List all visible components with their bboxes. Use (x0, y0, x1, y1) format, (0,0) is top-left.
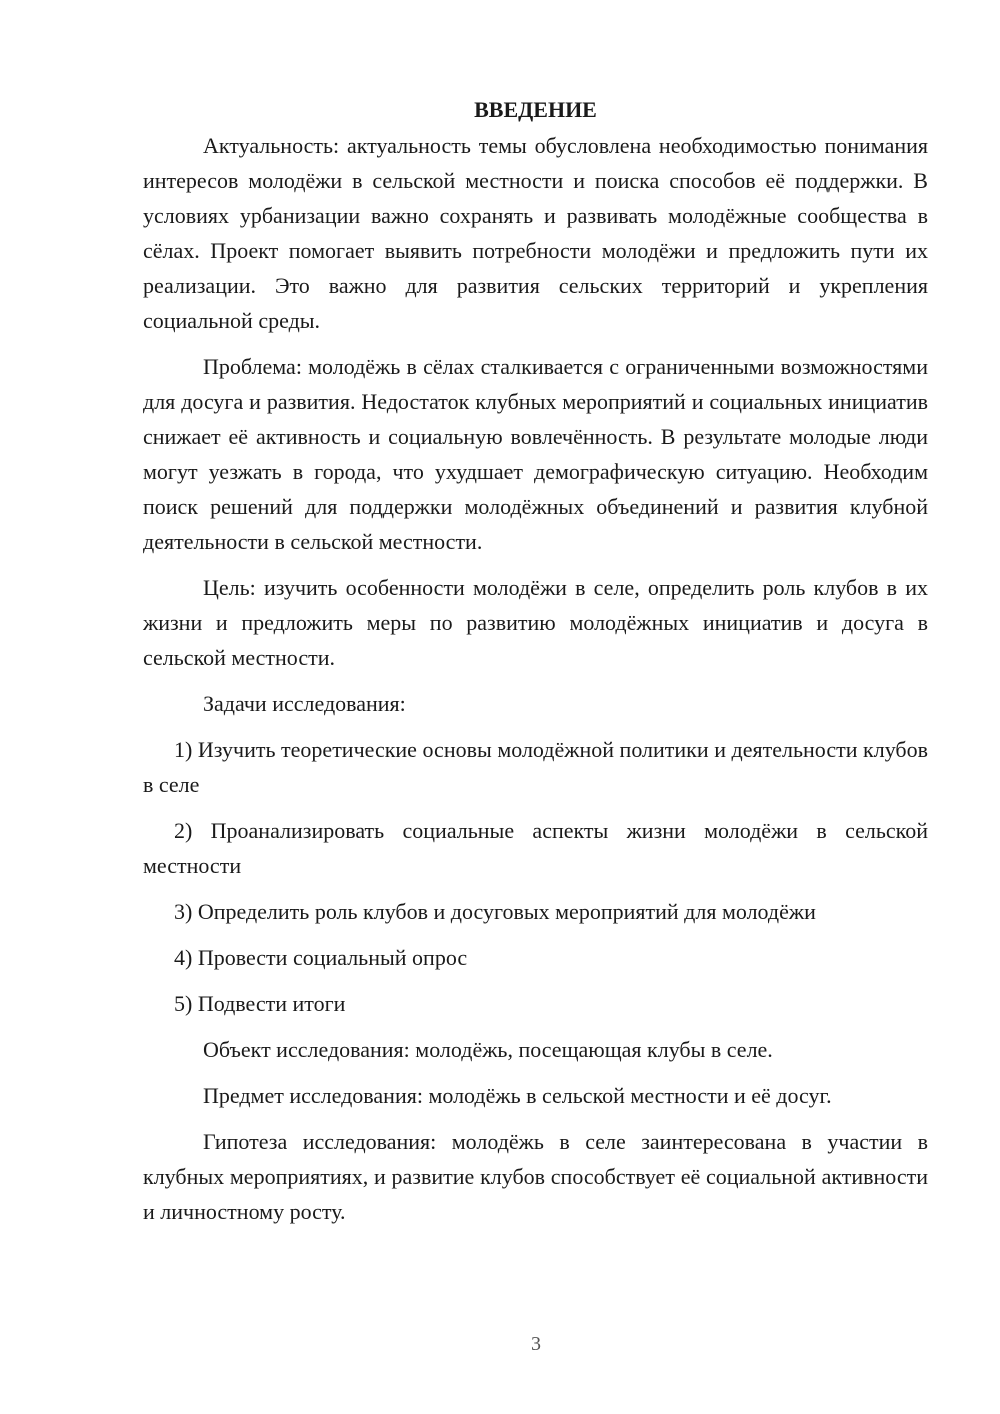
paragraph-problem: Проблема: молодёжь в сёлах сталкивается с ограниченными возможностями для досуга и развития. Недостаток клубных мероприятий и социальных инициатив снижает её активность и социальную вовлечённость. В результате молодые люди могут уезжать в города, что ухудшает демографическую ситуацию. Необходим поиск решений для поддержки молодёжных объединений и развития клубной деятельности в сельской местности. (143, 354, 928, 554)
paragraph-subject: Предмет исследования: молодёжь в сельской местности и её досуг. (203, 1083, 832, 1108)
task-item-4: 4) Провести социальный опрос (174, 945, 468, 970)
page-number: 3 (531, 1333, 541, 1355)
paragraph-goal: Цель: изучить особенности молодёжи в селе, определить роль клубов в их жизни и предложить меры по развитию молодёжных инициатив и досуга в сельской местности. (143, 575, 928, 670)
task-item-1: 1) Изучить теоретические основы молодёжной политики и деятельности клубов в селе (143, 737, 928, 797)
section-title: ВВЕДЕНИЕ (474, 97, 597, 122)
task-item-3: 3) Определить роль клубов и досуговых мероприятий для молодёжи (174, 899, 816, 924)
paragraph-object: Объект исследования: молодёжь, посещающая клубы в селе. (203, 1037, 773, 1062)
paragraph-hypothesis: Гипотеза исследования: молодёжь в селе заинтересована в участии в клубных мероприятиях, и развитие клубов способствует её социальной активности и личностному росту. (143, 1129, 928, 1224)
task-item-2: 2) Проанализировать социальные аспекты жизни молодёжи в сельской местности (143, 818, 928, 878)
task-item-5: 5) Подвести итоги (174, 991, 346, 1016)
tasks-heading: Задачи исследования: (203, 691, 406, 716)
paragraph-relevance: Актуальность: актуальность темы обусловлена необходимостью понимания интересов молодёжи в сельской местности и поиска способов её поддержки. В условиях урбанизации важно сохранять и развивать молодёжные сообщества в сёлах. Проект помогает выявить потребности молодёжи и предложить пути их реализации. Это важно для развития сельских территорий и укрепления социальной среды. (143, 133, 928, 333)
document-page (143, 92, 928, 1229)
